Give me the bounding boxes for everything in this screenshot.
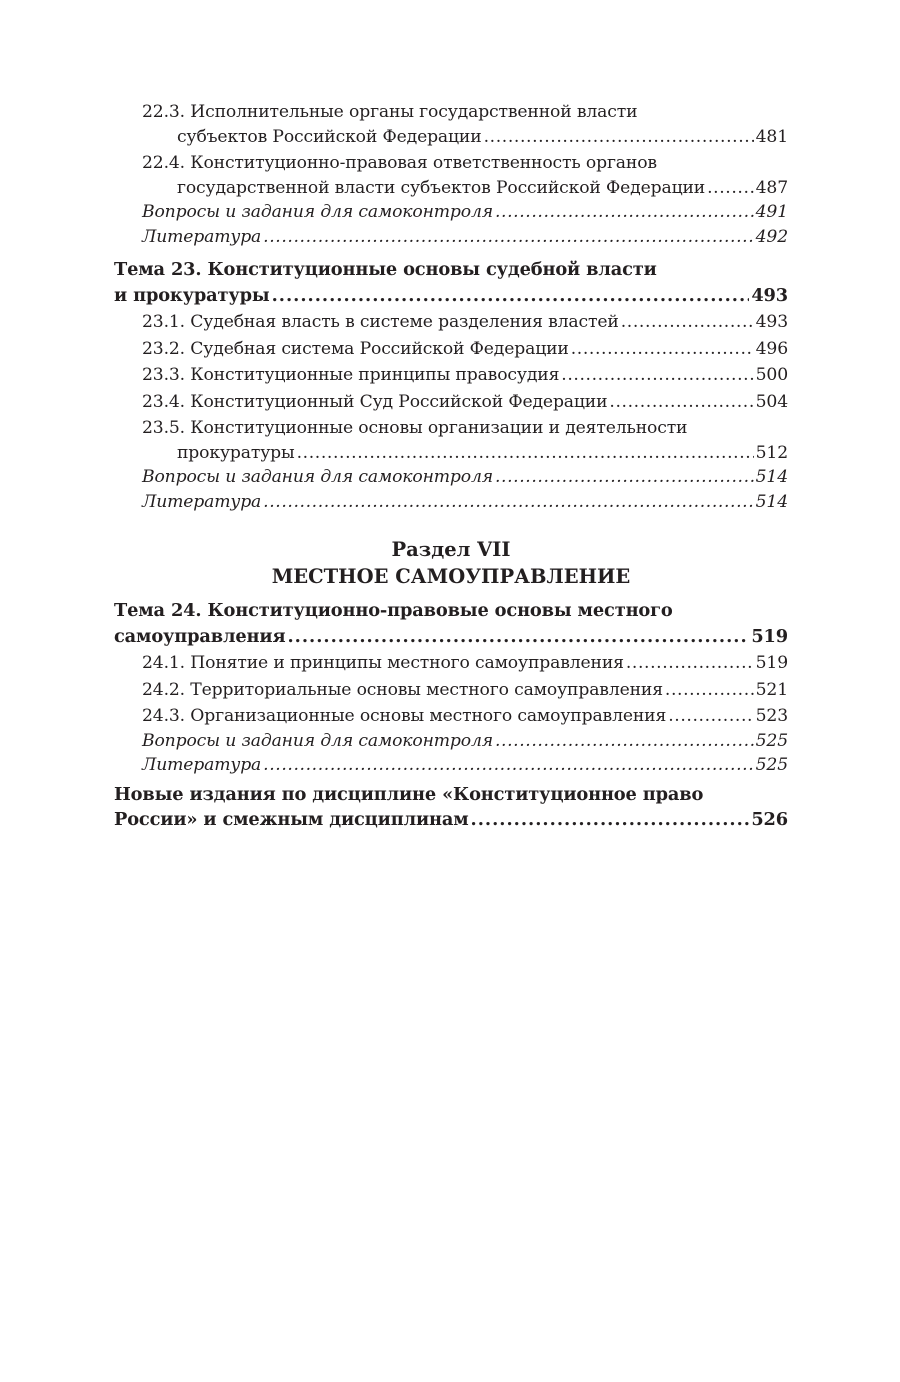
page-number: 512 bbox=[755, 442, 788, 463]
page-number: 514 bbox=[755, 491, 788, 512]
dot-leader bbox=[471, 807, 750, 833]
page-number: 525 bbox=[755, 755, 788, 775]
dot-leader bbox=[668, 704, 753, 729]
section-label: Раздел VII bbox=[391, 538, 511, 561]
toc-topic-title bbox=[114, 782, 788, 808]
dot-leader bbox=[263, 753, 753, 778]
toc-entry-23-2[interactable] bbox=[114, 337, 788, 362]
toc-entry-literature-22[interactable] bbox=[114, 225, 788, 250]
toc-entry-text: Вопросы и задания для самоконтроля bbox=[142, 730, 493, 751]
toc-entry-text: России» и смежным дисциплинам bbox=[114, 809, 469, 830]
toc-entry-literature-23[interactable] bbox=[114, 490, 788, 515]
dot-leader bbox=[495, 465, 754, 490]
toc-entry-text: 24.1. Понятие и принципы местного самоуправления bbox=[142, 653, 624, 673]
page-number: 523 bbox=[755, 706, 788, 726]
toc-entry-questions-23[interactable] bbox=[114, 465, 788, 490]
page-number: 496 bbox=[755, 338, 788, 359]
dot-leader bbox=[263, 490, 753, 515]
page-number: 521 bbox=[755, 679, 788, 700]
dot-leader bbox=[263, 225, 753, 250]
page-number: 491 bbox=[755, 202, 788, 222]
page-number: 504 bbox=[755, 391, 788, 412]
dot-leader bbox=[495, 200, 754, 225]
dot-leader bbox=[287, 624, 749, 650]
toc-entry-22-3[interactable] bbox=[114, 100, 788, 149]
toc-entry-23-1[interactable] bbox=[114, 310, 788, 335]
toc-entry-leader-line bbox=[114, 176, 788, 201]
dot-leader bbox=[495, 729, 754, 754]
toc-entry-text: прокуратуры bbox=[177, 442, 295, 463]
page-number: 525 bbox=[755, 730, 788, 751]
toc-entry-text: Литература bbox=[142, 491, 262, 512]
toc-entry-text: 24.2. Территориальные основы местного самоуправления bbox=[142, 679, 663, 700]
page-number: 493 bbox=[751, 284, 788, 306]
toc-entry-text: 23.4. Конституционный Суд Российской Федерации bbox=[142, 391, 608, 412]
toc-entry-questions-24[interactable] bbox=[114, 729, 788, 754]
dot-leader bbox=[561, 363, 753, 388]
toc-entry-23-5[interactable] bbox=[114, 416, 788, 465]
page-number: 514 bbox=[755, 467, 788, 487]
toc-entry-leader-line bbox=[114, 807, 788, 833]
toc-topic-23[interactable] bbox=[114, 257, 788, 308]
toc-entry-text: и прокуратуры bbox=[114, 284, 270, 306]
toc-new-editions[interactable] bbox=[114, 782, 788, 833]
toc-entry-leader-line bbox=[114, 441, 788, 466]
toc-entry-23-4[interactable] bbox=[114, 390, 788, 415]
toc-entry-questions-22[interactable] bbox=[114, 200, 788, 225]
section-title: МЕСТНОЕ САМОУПРАВЛЕНИЕ bbox=[271, 565, 631, 588]
toc-entry-text: государственной власти субъектов Российской Федерации bbox=[177, 177, 706, 198]
page-number: 526 bbox=[751, 809, 788, 830]
toc-entry-22-4[interactable] bbox=[114, 151, 788, 200]
toc-entry-text: 24.3. Организационные основы местного самоуправления bbox=[142, 706, 667, 726]
dot-leader bbox=[621, 310, 754, 335]
dot-leader bbox=[571, 337, 754, 362]
page-number: 487 bbox=[755, 177, 788, 198]
dot-leader bbox=[297, 441, 754, 466]
toc-topic-24[interactable] bbox=[114, 598, 788, 649]
toc-topic-title bbox=[114, 257, 788, 283]
toc-entry-24-3[interactable] bbox=[114, 704, 788, 729]
section-heading bbox=[114, 536, 788, 590]
toc-entry-text: 23.2. Судебная система Российской Федерации bbox=[142, 338, 569, 359]
toc-entry-text: субъектов Российской Федерации bbox=[177, 126, 482, 147]
toc-entry-leader-line bbox=[114, 125, 788, 150]
page-number: 481 bbox=[755, 126, 788, 147]
toc-entry-text: Тема 24. Конституционно-правовые основы местного bbox=[114, 600, 673, 621]
toc-entry-23-3[interactable] bbox=[114, 363, 788, 388]
toc-entry-text: Литература bbox=[142, 755, 262, 775]
toc-entry-text: 22.3. Исполнительные органы государственной власти bbox=[142, 102, 638, 122]
dot-leader bbox=[484, 125, 754, 150]
dot-leader bbox=[665, 678, 754, 703]
toc-entry-leader-line bbox=[114, 283, 788, 309]
page-number: 500 bbox=[755, 365, 788, 385]
toc-entry-title bbox=[114, 416, 788, 441]
page-number: 519 bbox=[755, 653, 788, 673]
dot-leader bbox=[626, 651, 754, 676]
toc-entry-text: Литература bbox=[142, 226, 262, 247]
toc-entry-text: Вопросы и задания для самоконтроля bbox=[142, 202, 493, 222]
toc-entry-title bbox=[114, 100, 788, 125]
toc-entry-24-2[interactable] bbox=[114, 678, 788, 703]
toc-entry-text: 23.3. Конституционные принципы правосудия bbox=[142, 365, 560, 385]
toc-entry-text: самоуправления bbox=[114, 625, 286, 647]
page-number: 493 bbox=[755, 312, 788, 332]
dot-leader bbox=[609, 390, 753, 415]
toc-entry-leader-line bbox=[114, 624, 788, 650]
toc-entry-title bbox=[114, 151, 788, 176]
toc-entry-24-1[interactable] bbox=[114, 651, 788, 676]
page-number: 519 bbox=[751, 625, 788, 647]
toc-entry-text: 23.5. Конституционные основы организации и деятельности bbox=[142, 418, 688, 438]
toc-entry-text: 22.4. Конституционно-правовая ответственность органов bbox=[142, 153, 657, 173]
toc-entry-literature-24[interactable] bbox=[114, 753, 788, 778]
toc-entry-text: Тема 23. Конституционные основы судебной власти bbox=[114, 259, 657, 280]
toc-topic-title bbox=[114, 598, 788, 624]
table-of-contents bbox=[114, 98, 788, 833]
dot-leader bbox=[272, 283, 750, 309]
toc-entry-text: Новые издания по дисциплине «Конституционное право bbox=[114, 783, 704, 805]
dot-leader bbox=[707, 176, 754, 201]
page-number: 492 bbox=[755, 226, 788, 247]
toc-entry-text: 23.1. Судебная власть в системе разделения властей bbox=[142, 312, 619, 332]
toc-entry-text: Вопросы и задания для самоконтроля bbox=[142, 467, 493, 487]
